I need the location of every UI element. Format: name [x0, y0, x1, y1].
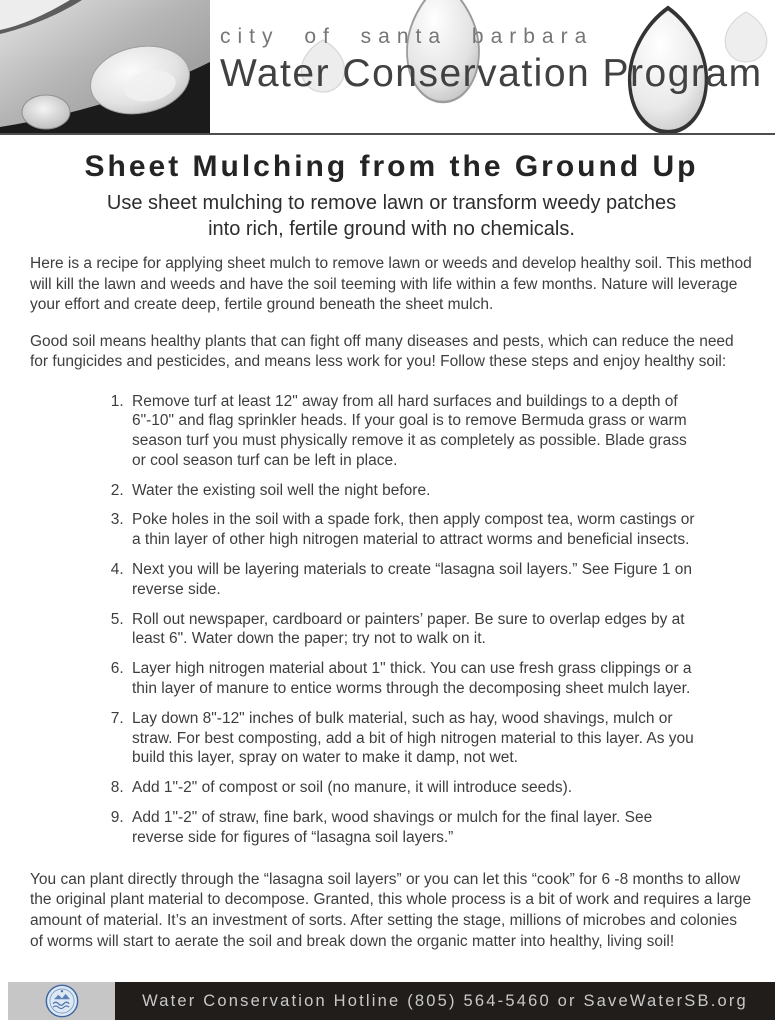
body-content — [0, 252, 783, 953]
brand-block — [220, 26, 780, 95]
intro-paragraph-1: Here is a recipe for applying sheet mulch to remove lawn or weeds and develop healthy soil. This method will kill the lawn and weeds and have the soil teeming with life within a few months. Nature will leverage your effort and create deep, fertile ground beneath the sheet mulch. — [30, 255, 752, 313]
brand-program-text: Water Conservation Program — [220, 52, 763, 96]
step-item-8: 8. Add 1"-2" of compost or soil (no manure, it will introduce seeds). — [128, 778, 697, 798]
step-item-1: 1. Remove turf at least 12" away from all hard surfaces and buildings to a depth of 6"-10" and flag sprinkler heads. If your goal is to remove Bermuda grass or warm season turf you must physically remove it as completely as possible. Blade grass or cool season turf can be left in place. — [128, 392, 697, 471]
intro-paragraph-2: Good soil means healthy plants that can fight off many diseases and pests, which can reduce the need for fungicides and pesticides, and means less work for you! Follow these steps and enjoy healthy soil: — [30, 332, 734, 370]
step-item-3: 3. Poke holes in the soil with a spade fork, then apply compost tea, worm castings or a thin layer of other high nitrogen material to attract worms and beneficial insects. — [128, 510, 697, 550]
closing-paragraph: You can plant directly through the “lasagna soil layers” or you can let this “cook” for 6 -8 months to allow the original plant material to decompose. Granted, this whole process is a bit of work and requires a large amount of material. It’s an investment of sorts. After setting the stage, millions of microbes and colonies of worms will start to aerate the soil and break down the organic matter into healthy, living soil! — [30, 870, 752, 951]
step-item-5: 5. Roll out newspaper, cardboard or painters’ paper. Be sure to overlap edges by at least 6". Water down the paper; try not to walk on it. — [128, 610, 697, 650]
photo-small-water-drop — [22, 95, 70, 129]
subtitle-line-1: Use sheet mulching to remove lawn or transform weedy patches — [106, 192, 677, 214]
header-divider — [0, 133, 775, 135]
page-subtitle — [0, 190, 783, 242]
step-item-7: 7. Lay down 8"-12" inches of bulk material, such as hay, wood shavings, mulch or straw. For best composting, add a bit of high nitrogen material to this layer. As you build this layer, spray on water to make it damp, not wet. — [128, 709, 697, 768]
subtitle-line-2: into rich, fertile ground with no chemicals. — [208, 218, 575, 240]
footer — [0, 982, 783, 1020]
step-item-9: 9. Add 1"-2" of straw, fine bark, wood shavings or mulch for the final layer. See reverse side for figures of “lasagna soil layers.” — [128, 808, 697, 848]
footer-bar — [115, 982, 775, 1020]
leaf-water-drops-photo — [0, 0, 210, 133]
step-item-6: 6. Layer high nitrogen material about 1" thick. You can use fresh grass clippings or a thin layer of manure to entice worms through the decomposing sheet mulch layer. — [128, 659, 697, 699]
footer-seal-strip — [8, 982, 115, 1020]
step-item-2: 2. Water the existing soil well the night before. — [128, 481, 697, 501]
header-banner — [0, 0, 783, 133]
brand-city-text: city of santa barbara — [220, 25, 594, 48]
steps-list — [30, 392, 720, 848]
page-title: Sheet Mulching from the Ground Up — [84, 150, 699, 183]
footer-hotline-text: Water Conservation Hotline (805) 564-5460 or SaveWaterSB.org — [142, 991, 748, 1010]
step-item-4: 4. Next you will be layering materials to create “lasagna soil layers.” See Figure 1 on reverse side. — [128, 560, 697, 600]
city-of-santa-barbara-seal-icon — [45, 984, 79, 1018]
